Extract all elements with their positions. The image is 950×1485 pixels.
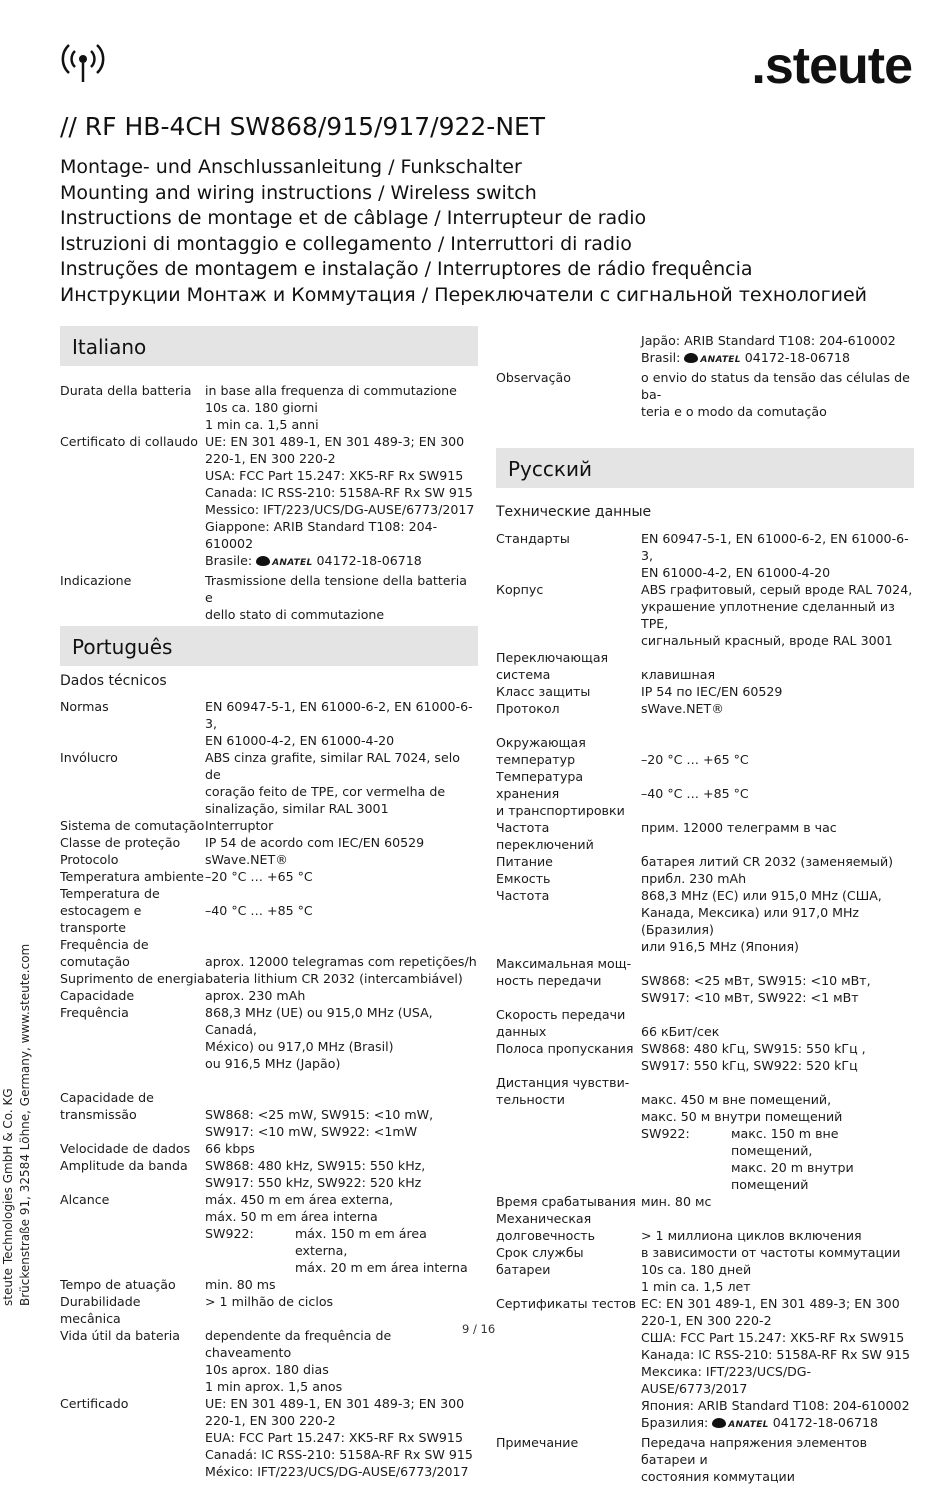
value-line: сигнальный красный, вроде RAL 3001 (641, 633, 893, 648)
spec-label: Время срабатывания (496, 1194, 636, 1209)
spec-value (205, 433, 478, 572)
spec-row (496, 332, 914, 369)
value-line: макс. 150 m вне помещений, (731, 1126, 839, 1158)
spec-value (641, 768, 914, 819)
subheading: Dados técnicos (60, 673, 167, 689)
value-line: coração feito de TPE, cor vermelha de (205, 784, 446, 799)
value-line: 1 min ca. 1,5 anni (205, 417, 319, 432)
subheading: Технические данные (496, 504, 652, 520)
spec-value (641, 530, 914, 581)
spec-value (205, 936, 478, 970)
value-line: ou 916,5 MHz (Japão) (205, 1056, 341, 1071)
label-line: и транспортировки (496, 803, 625, 818)
value-line: SW868: <25 mW, SW915: <10 mW, (205, 1107, 434, 1122)
spec-value: bateria lithium CR 2032 (intercambiável) (205, 971, 463, 986)
spec-row (60, 1089, 478, 1140)
spec-row (60, 1276, 478, 1293)
spec-value (205, 1395, 478, 1480)
section-heading-italiano: Italiano (60, 326, 478, 366)
spec-row (60, 382, 478, 433)
spec-label: Корпус (496, 582, 544, 597)
value-line: США: FCC Part 15.247: XK5-RF Rx SW915 (641, 1330, 905, 1345)
spec-label: Durata della batteria (60, 383, 192, 398)
value-line: máx. 150 m em área externa, (295, 1226, 427, 1258)
company-address: Brückenstraße 91, 32584 Löhne, Germany, www.steute.com (18, 943, 32, 1306)
spec-label: Classe de proteção (60, 835, 181, 850)
value-line: 220-1, EN 300 220-2 (641, 1313, 772, 1328)
value-line: 868,3 MHz (UE) ou 915,0 MHz (USA, Canadá, (205, 1005, 433, 1037)
spec-label: Питание (496, 854, 553, 869)
value-line: SW868: 480 kHz, SW915: 550 kHz, (205, 1158, 426, 1173)
spec-row (496, 955, 914, 1006)
spec-label: Alcance (60, 1192, 110, 1207)
spec-label: Полоса пропускания (496, 1041, 634, 1056)
spec-row (496, 1244, 914, 1295)
spec-row (60, 1395, 478, 1480)
spec-value (641, 581, 914, 649)
spec-label: Frequência (60, 1005, 129, 1020)
spec-row (496, 870, 914, 887)
spec-row (60, 936, 478, 970)
spec-row (496, 581, 914, 649)
sub-range-key: SW922: (641, 1126, 690, 1141)
spec-row (496, 1193, 914, 1210)
spec-label: Примечание (496, 1435, 579, 1450)
spec-row (60, 1140, 478, 1157)
spec-row (60, 834, 478, 851)
value-line: 868,3 MHz (EC) или 915,0 MHz (США, (641, 888, 882, 903)
spec-label: Емкость (496, 871, 551, 886)
value-line: 220-1, EN 300 220-2 (205, 1413, 336, 1428)
value-line: макс. 50 м внутри помещений (641, 1109, 843, 1124)
spec-value (641, 1074, 914, 1193)
spec-value: 66 kbps (205, 1141, 255, 1156)
value-line: dello stato di commutazione (205, 607, 385, 622)
value-text: 04172-18-06718 (772, 1415, 878, 1430)
spec-row (60, 817, 478, 834)
value-line: SW917: <10 мВт, SW922: <1 мВт (641, 990, 859, 1005)
value-line: teria e o modo da comutação (641, 404, 827, 419)
value-line: –40 °C … +85 °C (641, 786, 749, 801)
brand-logo: .steute (751, 37, 912, 95)
value-line: UE: EN 301 489-1, EN 301 489-3; EN 300 (205, 434, 465, 449)
label-line: estocagem e transporte (60, 903, 142, 935)
value-line: máx. 20 m em área interna (295, 1260, 468, 1275)
spec-label (496, 1210, 641, 1244)
spec-value: aprox. 230 mAh (205, 988, 306, 1003)
spec-row (496, 887, 914, 955)
spec-value: > 1 milhão de ciclos (205, 1294, 334, 1309)
value-line: SW868: 480 kГц, SW915: 550 kГц , (641, 1041, 866, 1056)
value-line: клавишная (641, 667, 716, 682)
spec-row (60, 433, 478, 572)
subtitle: Istruzioni di montaggio e collegamento / Interruttori di radio (60, 232, 632, 255)
value-line: Канада: IC RSS-210: 5158A-RF Rx SW 915 (641, 1347, 910, 1362)
subtitle: Mounting and wiring instructions / Wireless switch (60, 181, 537, 204)
spec-label: Capacidade (60, 988, 135, 1003)
spec-label (496, 649, 641, 683)
spec-value (205, 885, 478, 936)
value-line: Messico: IFT/223/UCS/DG-AUSE/6773/2017 (205, 502, 475, 517)
spec-row (60, 885, 478, 936)
spec-value: прибл. 230 mAh (641, 871, 747, 886)
anatel-logo-text: ANATEL (728, 1420, 769, 1430)
label-line: Максимальная мощ- (496, 956, 632, 971)
spec-label (496, 1074, 641, 1193)
spec-value (205, 572, 478, 623)
spec-row (60, 749, 478, 817)
spec-label: Normas (60, 699, 109, 714)
spec-value: –20 °C … +65 °C (205, 869, 313, 884)
value-line: Канада, Мексика) или 917,0 MHz (Бразилия) (641, 905, 860, 937)
value-line: EN 60947-5-1, EN 61000-6-2, EN 61000-6-3, (205, 699, 473, 731)
spec-row (496, 369, 914, 420)
spec-label: Amplitude da banda (60, 1158, 188, 1173)
sub-range (205, 1225, 478, 1276)
subtitle: Инструкции Монтаж и Коммутация / Переключатели с сигнальной технологией (60, 283, 868, 306)
label-line: система (496, 667, 551, 682)
value-text: 04172-18-06718 (316, 553, 422, 568)
anatel-logo-text: ANATEL (700, 355, 741, 365)
label-line: Переключающая (496, 650, 609, 665)
label-line: Capacidade de (60, 1090, 154, 1105)
value-line: 1 min ca. 1,5 лет (641, 1279, 751, 1294)
spec-value (205, 382, 478, 433)
spec-value (205, 1004, 478, 1072)
spec-row (496, 700, 914, 717)
label-line: ность передачи (496, 973, 602, 988)
anatel-logo-icon (684, 353, 698, 363)
value-line (205, 552, 478, 572)
subtitle-list (60, 155, 867, 308)
spec-row (496, 683, 914, 700)
value-line: украшение уплотнение сделанный из TPE, (641, 599, 895, 631)
spec-value (641, 1434, 914, 1485)
subtitle: Instruções de montagem e instalação / Interruptores de rádio frequência (60, 258, 753, 280)
spec-label (60, 936, 205, 970)
value-line: Canada: IC RSS-210: 5158A-RF Rx SW 915 (205, 485, 473, 500)
spec-value (205, 1327, 478, 1395)
value-line: SW917: 550 kГц, SW922: 520 kГц (641, 1058, 858, 1073)
value-line: Canadá: IC RSS-210: 5158A-RF Rx SW 915 (205, 1447, 473, 1462)
spec-label: Observação (496, 370, 571, 385)
spec-value: IP 54 de acordo com IEC/EN 60529 (205, 835, 425, 850)
spec-label: Vida útil da bateria (60, 1328, 180, 1343)
spec-value: IP 54 по IEC/EN 60529 (641, 684, 783, 699)
spec-label: Durabilidade mecânica (60, 1294, 141, 1326)
label-line: Механическая (496, 1211, 592, 1226)
value-line: EC: EN 301 489-1, EN 301 489-3; EN 300 (641, 1296, 900, 1311)
value-line: Япония: ARIB Standard T108: 204-610002 (641, 1398, 910, 1413)
value-line: México: IFT/223/UCS/DG-AUSE/6773/2017 (205, 1464, 469, 1479)
spec-row (496, 1210, 914, 1244)
spec-row (496, 1006, 914, 1040)
value-line: máx. 450 m em área externa, (205, 1192, 394, 1207)
spec-label: Certificato di collaudo (60, 434, 198, 449)
spec-row (496, 649, 914, 683)
value-text: Brasile: (205, 553, 257, 568)
subtitle: Instructions de montage et de câblage / Interrupteur de radio (60, 207, 647, 229)
value-line: –20 °C … +65 °C (641, 752, 749, 767)
value-line: USA: FCC Part 15.247: XK5-RF Rx SW915 (205, 468, 464, 483)
value-line: dependente da frequência de chaveamento (205, 1328, 392, 1360)
label-line: Frequência de (60, 937, 149, 952)
spec-row (60, 1191, 478, 1276)
value-line: состояния коммутации (641, 1469, 795, 1484)
value-line: EN 61000-4-2, EN 61000-4-20 (205, 733, 395, 748)
spec-value (641, 649, 914, 683)
spec-row (60, 698, 478, 749)
spec-value (641, 1040, 914, 1074)
value-line: o envio do status da tensão das células de ba- (641, 370, 910, 402)
label-line: тельности (496, 1092, 565, 1107)
label-line: Temperatura de (60, 886, 160, 901)
spec-row (496, 768, 914, 819)
spec-label: Indicazione (60, 573, 132, 588)
spec-label (496, 768, 641, 819)
spec-value (205, 1157, 478, 1191)
value-line: Japão: ARIB Standard T108: 204-610002 (641, 333, 896, 348)
spec-label: Сертификаты тестов (496, 1296, 637, 1311)
value-text: 04172-18-06718 (744, 350, 851, 365)
spec-label (60, 885, 205, 936)
value-line: máx. 50 m em área interna (205, 1209, 378, 1224)
company-sidebar (0, 943, 40, 1310)
spec-label: Tempo de atuação (60, 1277, 176, 1292)
spec-value (641, 369, 914, 420)
spec-value: sWave.NET® (205, 852, 288, 867)
spec-row (496, 1074, 914, 1193)
document-title: // RF HB-4CH SW868/915/917/922-NET (60, 112, 546, 141)
spec-value (641, 1006, 914, 1040)
spec-row (60, 1157, 478, 1191)
spec-value (641, 1244, 914, 1295)
spec-label: Sistema de comutação (60, 818, 205, 833)
spec-row (496, 853, 914, 870)
spec-value (641, 887, 914, 955)
label-line: Окружающая (496, 735, 586, 750)
spec-value: sWave.NET® (641, 701, 724, 716)
spec-value (641, 1295, 914, 1434)
spec-label: Protocolo (60, 852, 119, 867)
spec-label: Класс защиты (496, 684, 591, 699)
spec-label: Протокол (496, 701, 560, 716)
value-line: aprox. 12000 telegramas com repetições/h (205, 954, 477, 969)
value-line: SW917: 550 kHz, SW922: 520 kHz (205, 1175, 422, 1190)
value-line: ABS cinza grafite, similar RAL 7024, selo de (205, 750, 460, 782)
spec-row (60, 868, 478, 885)
value-line: Giappone: ARIB Standard T108: 204-610002 (205, 519, 438, 551)
value-line: SW868: <25 мВт, SW915: <10 мВт, (641, 973, 871, 988)
label-line: долговечность (496, 1228, 596, 1243)
subtitle: Montage- und Anschlussanleitung / Funkschalter (60, 156, 522, 178)
spec-value (205, 749, 478, 817)
spec-label (496, 332, 641, 369)
label-line: comutação (60, 954, 130, 969)
value-line: в зависимости от частоты коммутации (641, 1245, 901, 1260)
spec-value (205, 698, 478, 749)
section-heading-russian: Русский (496, 448, 914, 488)
spec-row (60, 851, 478, 868)
spec-label: Срок службы батареи (496, 1245, 584, 1277)
value-line: EN 61000-4-2, EN 61000-4-20 (641, 565, 831, 580)
value-line: EUA: FCC Part 15.247: XK5-RF Rx SW915 (205, 1430, 463, 1445)
value-line: SW917: <10 mW, SW922: <1mW (205, 1124, 418, 1139)
value-line: –40 °C … +85 °C (205, 903, 313, 918)
spec-label: Invólucro (60, 750, 118, 765)
anatel-logo-text: ANATEL (272, 558, 313, 568)
value-line: in base alla frequenza di commutazione (205, 383, 457, 398)
spec-label: Temperatura ambiente (60, 869, 204, 884)
value-line: ABS графитовый, серый вроде RAL 7024, (641, 582, 913, 597)
spec-row (60, 987, 478, 1004)
spec-label (60, 1089, 205, 1140)
spec-row (60, 1327, 478, 1395)
value-line: 1 min aprox. 1,5 anos (205, 1379, 343, 1394)
spec-label (496, 955, 641, 1006)
spec-row (496, 1295, 914, 1434)
value-line (641, 1414, 914, 1434)
spec-row (60, 1293, 478, 1327)
spec-row (496, 819, 914, 853)
spec-value (205, 1191, 478, 1276)
spec-label: Certificado (60, 1396, 129, 1411)
spec-value (641, 1210, 914, 1244)
label-line: transmissão (60, 1107, 137, 1122)
section-heading-portugues: Português (60, 626, 478, 666)
spec-label: Стандарты (496, 531, 570, 546)
spec-value (641, 332, 914, 369)
left-column (60, 326, 478, 1480)
sub-range-key: SW922: (205, 1226, 254, 1241)
value-line: 220-1, EN 300 220-2 (205, 451, 336, 466)
value-line: México) ou 917,0 MHz (Brasil) (205, 1039, 394, 1054)
spec-label: Velocidade de dados (60, 1141, 191, 1156)
value-line: 10s ca. 180 giorni (205, 400, 318, 415)
value-line: > 1 миллиона циклов включения (641, 1228, 862, 1243)
spec-label: Частота (496, 888, 550, 903)
label-line: данных (496, 1024, 547, 1039)
value-line (641, 349, 914, 369)
spec-label: Частота переключений (496, 820, 594, 852)
value-line: EN 60947-5-1, EN 61000-6-2, EN 61000-6-3, (641, 531, 909, 563)
spec-value (641, 734, 914, 768)
spec-value (641, 955, 914, 1006)
wireless-signal-icon (60, 38, 106, 84)
value-line: Trasmissione della tensione della batteria e (205, 573, 467, 605)
value-line: макс. 450 м вне помещений, (641, 1092, 832, 1107)
anatel-logo-icon (712, 1418, 726, 1428)
value-line: 10s aprox. 180 dias (205, 1362, 329, 1377)
page-number: 9 / 16 (462, 1322, 496, 1336)
spec-label (496, 734, 641, 768)
spec-value: прим. 12000 телеграмм в час (641, 820, 837, 835)
value-text: Brasil: (641, 350, 685, 365)
label-line: Температура хранения (496, 769, 584, 801)
label-line: температур (496, 752, 576, 767)
spec-label (496, 1006, 641, 1040)
value-line: Мексика: IFT/223/UCS/DG-AUSE/6773/2017 (641, 1364, 812, 1396)
label-line: Дистанция чувстви- (496, 1075, 630, 1090)
spec-row (496, 1434, 914, 1485)
spec-row (60, 970, 478, 987)
value-line: или 916,5 MHz (Япония) (641, 939, 799, 954)
spec-value: min. 80 ms (205, 1277, 276, 1292)
spec-row (60, 1004, 478, 1072)
spec-label: Suprimento de energia (60, 971, 205, 986)
spec-value: батарея литий CR 2032 (заменяемый) (641, 854, 894, 869)
spec-value: Interruptor (205, 818, 274, 833)
value-line: 66 кБит/сек (641, 1024, 720, 1039)
value-line: макс. 20 m внутри помещений (731, 1160, 854, 1192)
sub-range-values (295, 1225, 478, 1276)
anatel-logo-icon (256, 556, 270, 566)
right-column (496, 332, 914, 1485)
spec-row (496, 530, 914, 581)
value-line: Передача напряжения элементов батареи и (641, 1435, 868, 1467)
sub-range-values (731, 1125, 914, 1193)
spec-value: мин. 80 мс (641, 1194, 712, 1209)
value-line: sinalização, similar RAL 3001 (205, 801, 389, 816)
company-name: steute Technologies GmbH & Co. KG (1, 1088, 15, 1306)
label-line: Скорость передачи (496, 1007, 626, 1022)
spec-row (496, 1040, 914, 1074)
spec-value (205, 1089, 478, 1140)
value-line: UE: EN 301 489-1, EN 301 489-3; EN 300 (205, 1396, 465, 1411)
sub-range (641, 1125, 914, 1193)
value-text: Бразилия: (641, 1415, 713, 1430)
value-line: 10s ca. 180 дней (641, 1262, 752, 1277)
spec-row (60, 572, 478, 623)
spec-row (496, 734, 914, 768)
